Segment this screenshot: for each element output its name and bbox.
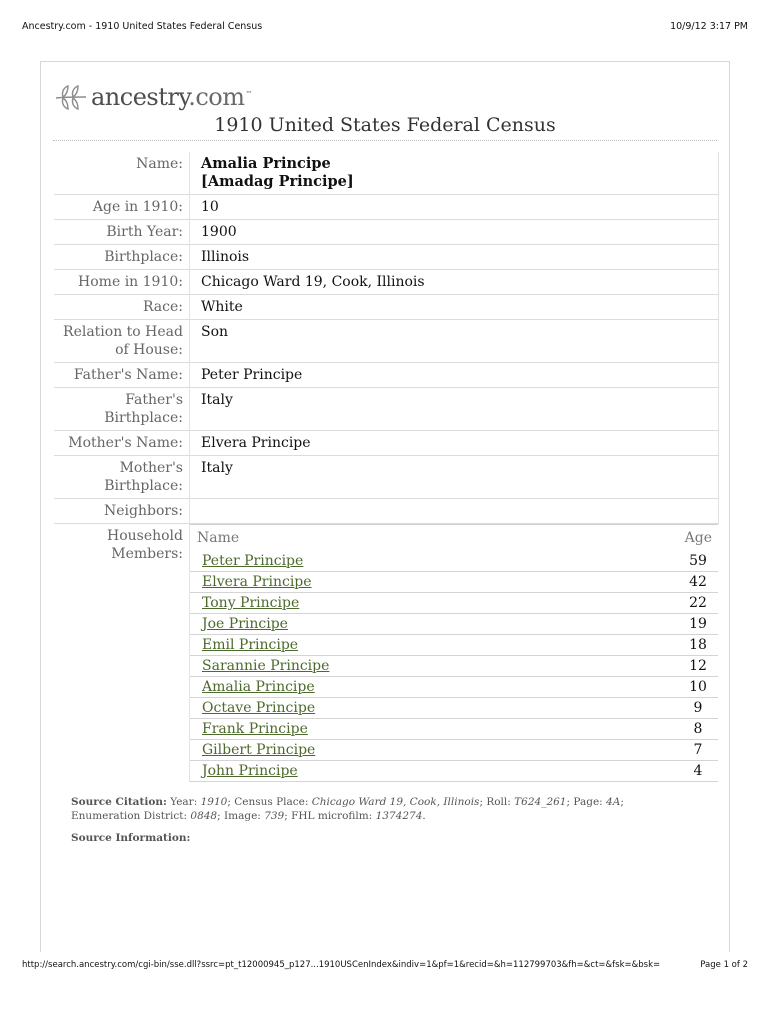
page-title: 1910 United States Federal Census: [214, 114, 556, 136]
household-member-link[interactable]: Joe Principe: [202, 616, 288, 632]
label-mother-birthplace: Mother's Birthplace:: [104, 460, 183, 494]
name-alternate: [Amadag Principe]: [201, 173, 354, 190]
row-birth-year: [54, 220, 719, 245]
ancestry-logo[interactable]: [54, 80, 252, 114]
label-household: Household Members:: [106, 528, 183, 562]
label-mother: Mother's Name:: [68, 435, 183, 451]
household-member-age: 8: [693, 721, 703, 737]
household-member-row: [190, 740, 718, 761]
household-member-age: 22: [689, 595, 707, 611]
label-birth-year: Birth Year:: [106, 224, 183, 240]
source-information-label: Source Information:: [71, 832, 191, 844]
household-header: [190, 524, 718, 551]
record-facts: [54, 152, 719, 782]
household-member-row: [190, 614, 718, 635]
page-url: http://search.ancestry.com/cgi-bin/sse.dll?ssrc=pt_t12000945_p127...1910USCenIndex&indiv=1&pf=1&recid=&h=112799703&fh=&ct=&fsk=&bsk=: [22, 960, 661, 970]
label-birthplace: Birthplace:: [104, 249, 183, 265]
label-relation: Relation to Head of House:: [63, 324, 183, 358]
leaf-sprig-icon: [54, 82, 88, 112]
row-mother: [54, 431, 719, 456]
source-citation: Source Citation: Year: 1910; Census Place: Chicago Ward 19, Cook, Illinois; Roll: T624_261; Page: 4A; Enumeration District: 0848; Image: 739; FHL microfilm: 1374274.: [71, 796, 624, 822]
household-member-age: 59: [689, 553, 707, 569]
value-age: 10: [189, 195, 719, 219]
logo-wordmark: ancestry.com™: [91, 83, 252, 111]
household-col-name: Name: [197, 530, 240, 546]
record-card: [40, 61, 730, 952]
household-member-age: 19: [689, 616, 707, 632]
row-father: [54, 363, 719, 388]
print-header: [22, 21, 748, 35]
household-member-link[interactable]: Elvera Principe: [202, 574, 312, 590]
household-col-age: Age: [684, 530, 712, 546]
household-member-row: [190, 698, 718, 719]
value-relation: Son: [189, 320, 719, 362]
household-member-link[interactable]: Frank Principe: [202, 721, 308, 737]
value-mother-birthplace: Italy: [189, 456, 719, 498]
row-mother-birthplace: [54, 456, 719, 499]
label-neighbors: Neighbors:: [104, 503, 183, 519]
row-neighbors: [54, 499, 719, 524]
row-home: [54, 270, 719, 295]
household-table-wrap: [189, 524, 719, 782]
household-member-row: [190, 635, 718, 656]
household-member-link[interactable]: Peter Principe: [202, 553, 304, 569]
household-member-age: 7: [693, 742, 703, 758]
print-header-date: 10/9/12 3:17 PM: [670, 21, 748, 32]
row-age: [54, 195, 719, 220]
print-header-title: Ancestry.com - 1910 United States Federal Census: [22, 21, 263, 32]
household-member-age: 9: [693, 700, 703, 716]
row-race: [54, 295, 719, 320]
household-table: [190, 524, 718, 782]
label-age: Age in 1910:: [92, 199, 183, 215]
label-father: Father's Name:: [73, 367, 183, 383]
household-member-row: [190, 761, 718, 782]
title-divider: [53, 140, 717, 141]
row-birthplace: [54, 245, 719, 270]
label-father-birthplace: Father's Birthplace:: [104, 392, 183, 426]
household-member-link[interactable]: Gilbert Principe: [202, 742, 316, 758]
row-father-birthplace: [54, 388, 719, 431]
household-member-row: [190, 656, 718, 677]
value-neighbors: [189, 499, 719, 523]
household-member-row: [190, 593, 718, 614]
household-member-row: [190, 719, 718, 740]
name-primary: Amalia Principe: [201, 155, 331, 172]
row-household: [54, 524, 719, 782]
value-father-birthplace: Italy: [189, 388, 719, 430]
household-member-age: 12: [689, 658, 707, 674]
household-member-row: [190, 677, 718, 698]
household-member-link[interactable]: Octave Principe: [202, 700, 316, 716]
household-member-link[interactable]: Tony Principe: [202, 595, 300, 611]
household-member-age: 18: [689, 637, 707, 653]
household-member-link[interactable]: Emil Principe: [202, 637, 299, 653]
value-birth-year: 1900: [189, 220, 719, 244]
household-body: [190, 551, 718, 782]
page-number: Page 1 of 2: [700, 960, 748, 970]
print-footer: [22, 960, 748, 974]
row-relation: [54, 320, 719, 363]
value-mother: Elvera Principe: [189, 431, 719, 455]
label-race: Race:: [142, 299, 183, 315]
household-member-age: 4: [693, 763, 703, 779]
household-member-link[interactable]: Amalia Principe: [202, 679, 315, 695]
row-name: [54, 152, 719, 195]
value-home: Chicago Ward 19, Cook, Illinois: [189, 270, 719, 294]
household-member-row: [190, 551, 718, 572]
household-member-row: [190, 572, 718, 593]
household-member-link[interactable]: John Principe: [202, 763, 298, 779]
label-home: Home in 1910:: [78, 274, 183, 290]
value-name: [189, 152, 719, 194]
label-name: Name:: [136, 156, 183, 172]
value-birthplace: Illinois: [189, 245, 719, 269]
value-father: Peter Principe: [189, 363, 719, 387]
household-member-age: 10: [689, 679, 707, 695]
household-member-link[interactable]: Sarannie Principe: [202, 658, 330, 674]
household-member-age: 42: [689, 574, 707, 590]
value-race: White: [189, 295, 719, 319]
